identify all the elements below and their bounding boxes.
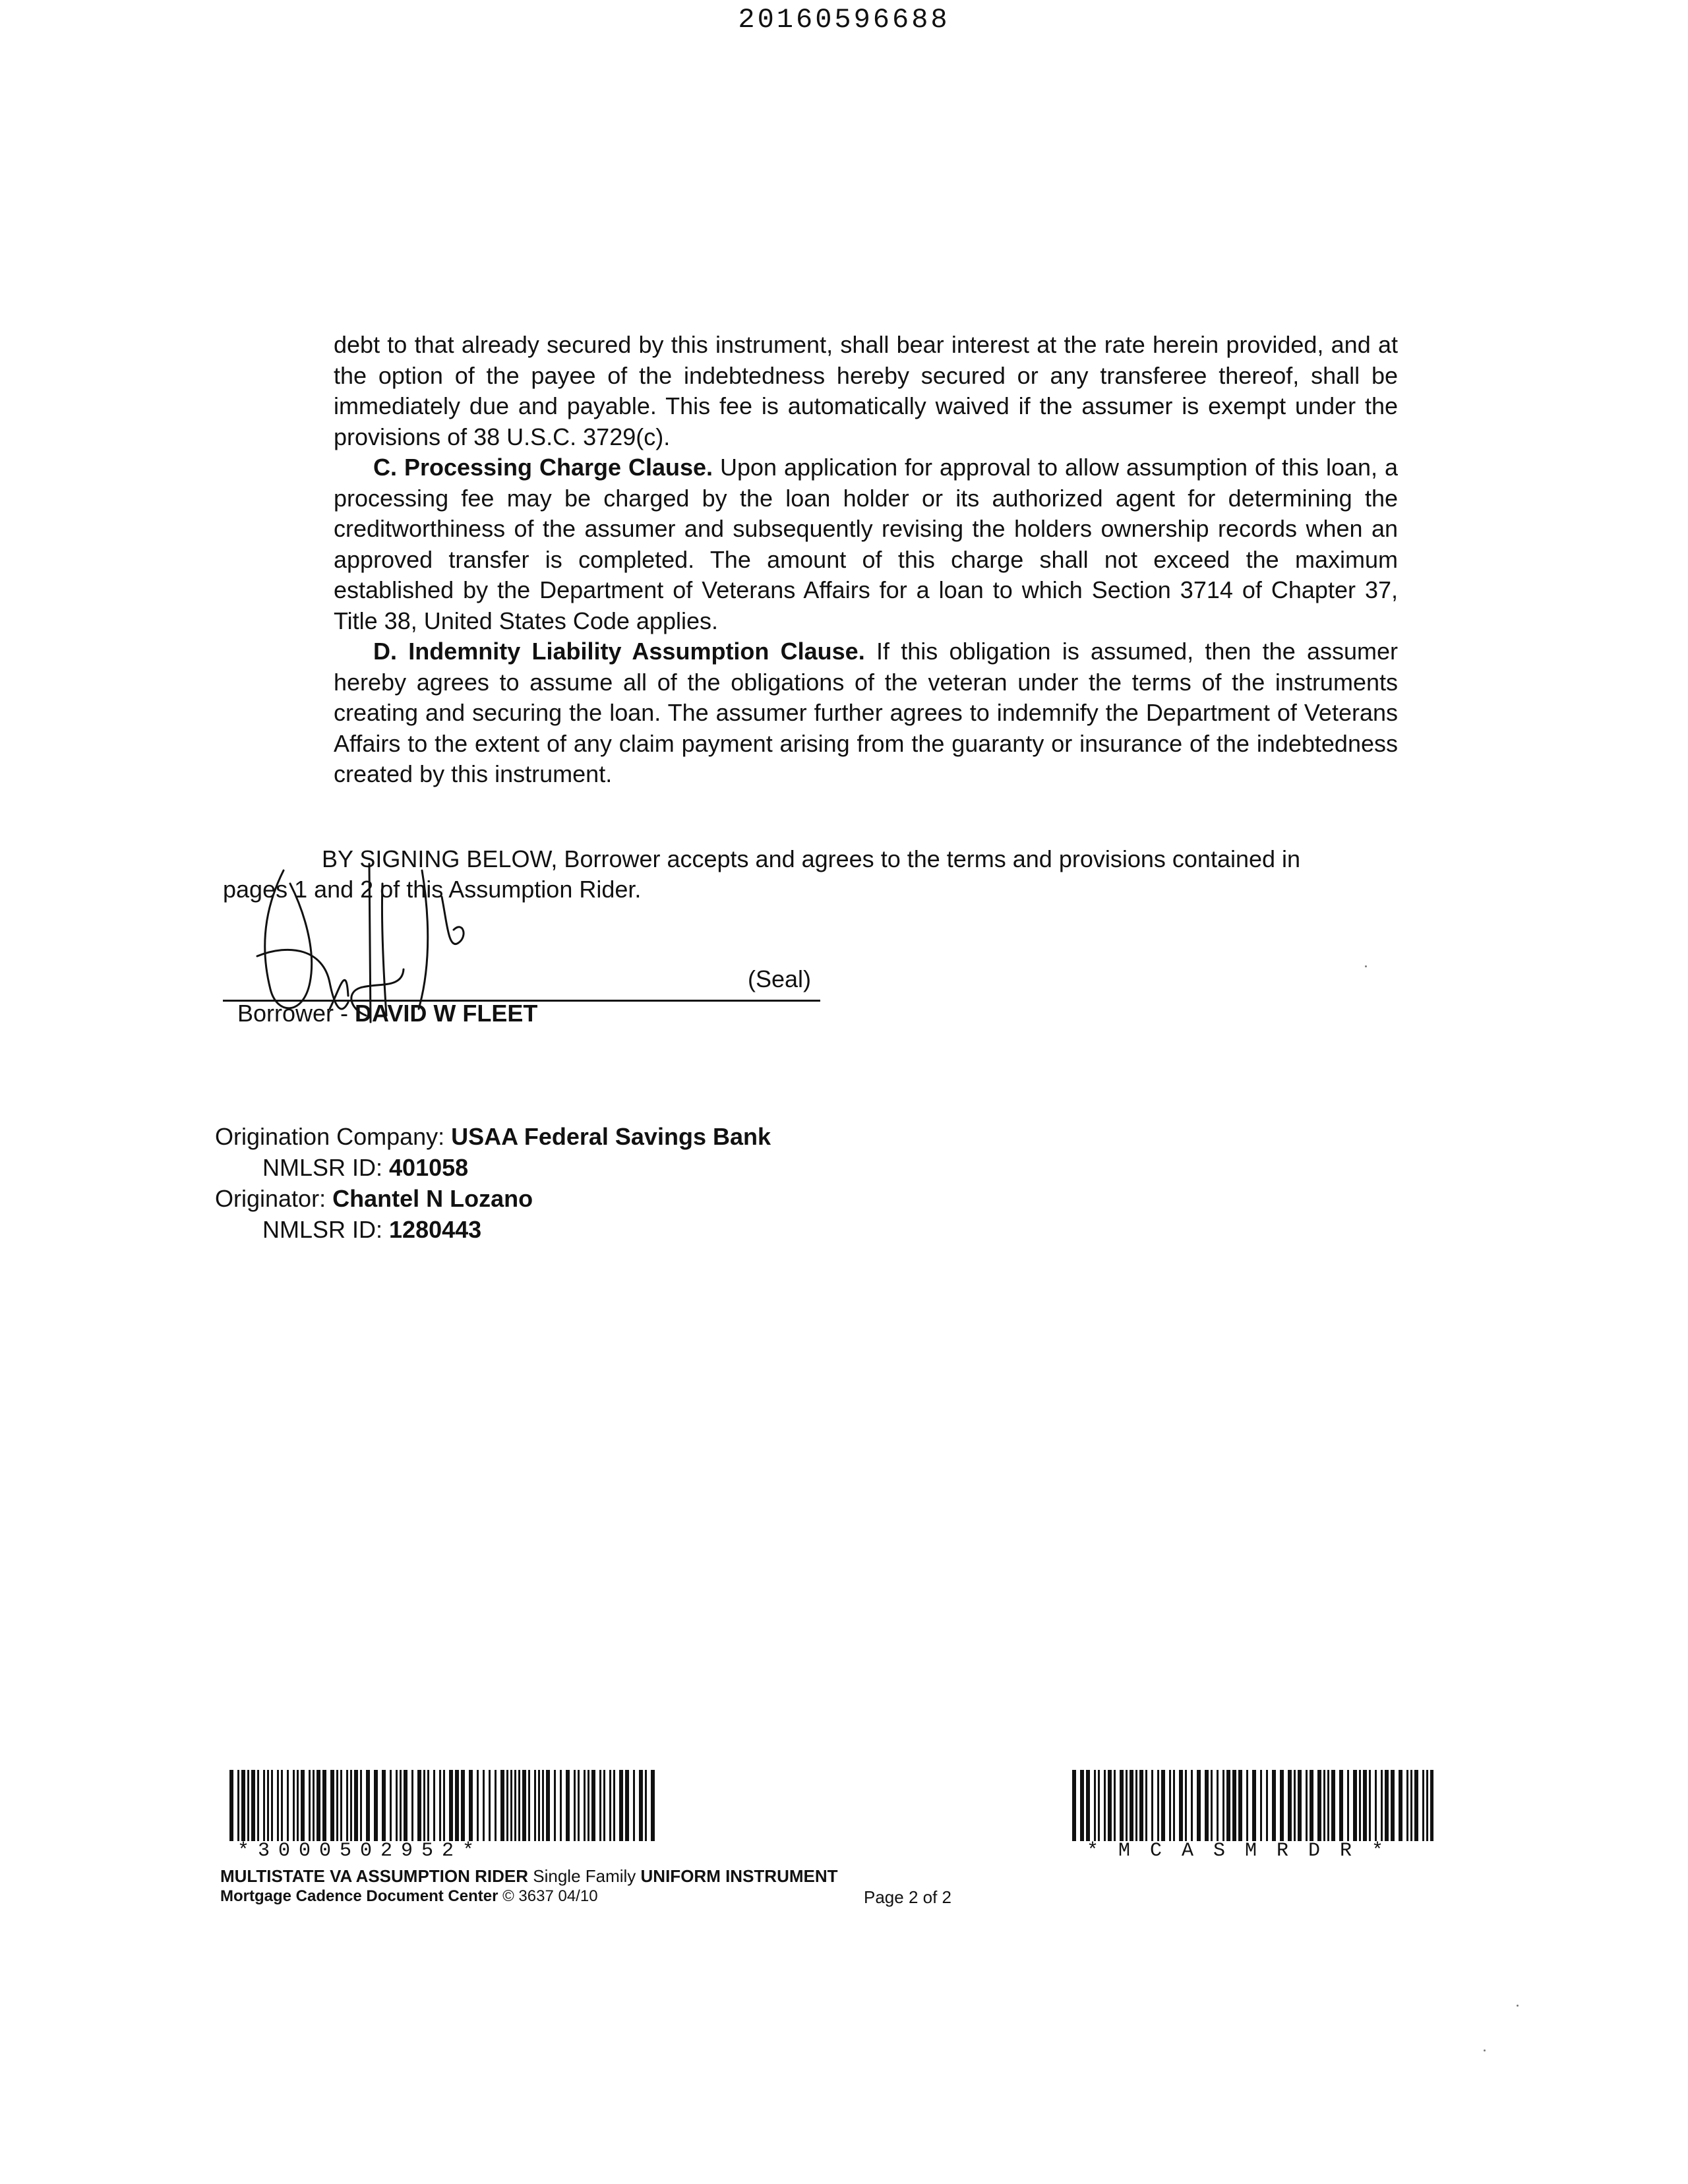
barcode-bar xyxy=(316,1770,320,1841)
barcode-bar xyxy=(1139,1770,1143,1841)
barcode-bar xyxy=(301,1770,305,1841)
barcode-bar xyxy=(560,1770,562,1841)
barcode-bar xyxy=(522,1770,526,1841)
barcode-bar xyxy=(417,1770,421,1841)
form-title-bold2: UNIFORM INSTRUMENT xyxy=(640,1866,838,1886)
barcode-bar xyxy=(591,1770,595,1841)
barcode-bar xyxy=(495,1770,497,1841)
barcode-bar xyxy=(251,1770,255,1841)
barcode-bar xyxy=(1317,1770,1321,1841)
barcode-bar xyxy=(297,1770,299,1841)
barcode-bar xyxy=(1130,1770,1133,1841)
barcode-bar xyxy=(477,1770,479,1841)
barcode-bar xyxy=(1080,1770,1084,1841)
barcode-bar xyxy=(404,1770,407,1841)
barcode-bar xyxy=(287,1770,289,1841)
barcode-bar xyxy=(241,1770,245,1841)
barcode-bar xyxy=(247,1770,249,1841)
signing-statement-line1: BY SIGNING BELOW, Borrower accepts and agrees to the terms and provisions contained in xyxy=(322,845,1301,872)
clause-c-heading: C. Processing Charge Clause. xyxy=(373,454,713,481)
barcode-bar xyxy=(1430,1770,1433,1841)
barcode-bar xyxy=(330,1770,334,1841)
barcode-bar xyxy=(1252,1770,1256,1841)
form-title-normal: Single Family xyxy=(528,1866,641,1886)
barcode-bar xyxy=(1098,1770,1100,1841)
barcode-bar xyxy=(1323,1770,1325,1841)
seal-label: (Seal) xyxy=(748,965,812,992)
barcode-bar xyxy=(293,1770,295,1841)
barcode-bar xyxy=(1359,1770,1361,1841)
barcode-bar xyxy=(439,1770,441,1841)
copyright-code: © 3637 04/10 xyxy=(498,1887,598,1905)
barcode-bar xyxy=(267,1770,269,1841)
barcode-bar xyxy=(574,1770,576,1841)
barcode-bar xyxy=(542,1770,544,1841)
barcode-bar xyxy=(514,1770,516,1841)
form-title-bold1: MULTISTATE VA ASSUMPTION RIDER xyxy=(220,1866,529,1886)
barcode-bar xyxy=(374,1770,378,1841)
barcode-bar xyxy=(1369,1770,1371,1841)
barcode-bar xyxy=(1179,1770,1183,1841)
barcode-bar xyxy=(1151,1770,1153,1841)
barcode-bar xyxy=(1086,1770,1090,1841)
barcode-bar xyxy=(449,1770,453,1841)
barcode-bar xyxy=(639,1770,643,1841)
page-number: Page 2 of 2 xyxy=(864,1887,951,1907)
barcode-bar xyxy=(566,1770,570,1841)
barcode-bar xyxy=(1211,1770,1213,1841)
barcode-bar xyxy=(229,1770,233,1841)
barcode-bar xyxy=(396,1770,398,1841)
originator-nmlsr-row xyxy=(215,1214,771,1245)
barcode-bar xyxy=(1126,1770,1128,1841)
barcode-bar xyxy=(1363,1770,1367,1841)
originator-label: Originator: xyxy=(215,1185,333,1212)
barcode-bar xyxy=(554,1770,556,1841)
barcode-bar xyxy=(1157,1770,1159,1841)
signing-statement-line2: pages 1 and 2 of this Assumption Rider. xyxy=(223,876,642,903)
barcode-bar xyxy=(506,1770,508,1841)
company-nmlsr-label: NMLSR ID: xyxy=(262,1154,390,1181)
barcode-bar xyxy=(1399,1770,1402,1841)
barcode-right-text: *MCASMRDR* xyxy=(1087,1840,1404,1862)
barcode-bar xyxy=(1310,1770,1313,1841)
origination-info xyxy=(215,1121,771,1245)
barcode-bar xyxy=(1094,1770,1096,1841)
barcode-bar xyxy=(1145,1770,1147,1841)
barcode-bar xyxy=(461,1770,465,1841)
barcode-bar xyxy=(271,1770,273,1841)
barcode-bar xyxy=(1173,1770,1175,1841)
barcode-bar xyxy=(1260,1770,1262,1841)
barcode-bar xyxy=(443,1770,445,1841)
barcode-bar xyxy=(613,1770,615,1841)
barcode-bar xyxy=(625,1770,629,1841)
barcode-bar xyxy=(1327,1770,1329,1841)
barcode-bar xyxy=(322,1770,326,1841)
barcode-bar xyxy=(336,1770,338,1841)
barcode-bar xyxy=(469,1770,473,1841)
barcode-bar xyxy=(1161,1770,1165,1841)
barcode-bar xyxy=(1406,1770,1408,1841)
barcode-bar xyxy=(277,1770,279,1841)
barcode-bar xyxy=(366,1770,370,1841)
originator-row xyxy=(215,1183,771,1214)
barcode-bar xyxy=(500,1770,504,1841)
barcode-bar xyxy=(528,1770,530,1841)
barcode-bar xyxy=(354,1770,358,1841)
publisher-name: Mortgage Cadence Document Center xyxy=(220,1887,498,1905)
barcode-bar xyxy=(619,1770,623,1841)
scan-speck xyxy=(1484,2049,1486,2051)
barcode-bar xyxy=(645,1770,647,1841)
barcode-bar xyxy=(1246,1770,1248,1841)
barcode-bar xyxy=(599,1770,601,1841)
publisher-line xyxy=(220,1887,598,1906)
barcode-bar xyxy=(584,1770,586,1841)
barcode-bar xyxy=(1217,1770,1219,1841)
borrower-name: DAVID W FLEET xyxy=(355,1000,538,1027)
barcode-bar xyxy=(609,1770,611,1841)
barcode-bar xyxy=(1306,1770,1308,1841)
company-nmlsr-id: 401058 xyxy=(389,1154,469,1181)
barcode-bar xyxy=(510,1770,512,1841)
originator-nmlsr-id: 1280443 xyxy=(389,1216,482,1243)
barcode-bar xyxy=(1280,1770,1284,1841)
barcode-bar xyxy=(427,1770,429,1841)
barcode-bar xyxy=(1226,1770,1230,1841)
barcode-bar xyxy=(1072,1770,1076,1841)
barcode-bar xyxy=(263,1770,265,1841)
barcode-bar xyxy=(346,1770,348,1841)
scan-speck xyxy=(1517,2005,1519,2007)
barcode-bar xyxy=(1197,1770,1201,1841)
originator-nmlsr-label: NMLSR ID: xyxy=(262,1216,390,1243)
barcode-bar xyxy=(400,1770,402,1841)
barcode-bar xyxy=(1185,1770,1187,1841)
barcode-bar xyxy=(1294,1770,1296,1841)
barcode-bar xyxy=(1414,1770,1418,1841)
scan-speck xyxy=(1365,965,1367,967)
clause-c-text: Upon application for approval to allow assumption of this loan, a processing fee may be charged by the loan holder or its authorized agent for determining the creditworthiness of the assumer and subsequently revising the holders ownership records when an approved transfer is completed. The amount of this charge shall not exceed the maximum established by the Department of Veterans Affairs for a loan to which Section 3714 of Chapter 37, Title 38, United States Code applies. xyxy=(334,454,1398,634)
barcode-bar xyxy=(483,1770,485,1841)
rider-body xyxy=(334,330,1398,790)
document-barcode-left xyxy=(229,1770,659,1841)
barcode-bar xyxy=(534,1770,536,1841)
barcode-bar xyxy=(1120,1770,1124,1841)
barcode-bar xyxy=(281,1770,283,1841)
barcode-bar xyxy=(1104,1770,1106,1841)
barcode-bar xyxy=(1331,1770,1335,1841)
company-name: USAA Federal Savings Bank xyxy=(451,1123,771,1150)
barcode-bar xyxy=(1191,1770,1193,1841)
barcode-bar xyxy=(1288,1770,1292,1841)
barcode-bar xyxy=(411,1770,413,1841)
barcode-bar xyxy=(1108,1770,1112,1841)
barcode-bar xyxy=(1222,1770,1224,1841)
barcode-bar xyxy=(1426,1770,1428,1841)
barcode-bar xyxy=(1339,1770,1343,1841)
barcode-bar xyxy=(651,1770,655,1841)
clause-d-heading: D. Indemnity Liability Assumption Clause. xyxy=(373,638,865,665)
barcode-bar xyxy=(1272,1770,1276,1841)
document-number: 20160596688 xyxy=(738,4,950,36)
barcode-bar xyxy=(1347,1770,1349,1841)
barcode-bar xyxy=(313,1770,315,1841)
barcode-bar xyxy=(1381,1770,1383,1841)
barcode-bar xyxy=(546,1770,550,1841)
barcode-bar xyxy=(518,1770,520,1841)
barcode-bar xyxy=(360,1770,362,1841)
borrower-prefix: Borrower - xyxy=(237,1000,355,1027)
barcode-bar xyxy=(455,1770,459,1841)
barcode-bar xyxy=(1205,1770,1209,1841)
barcode-bar xyxy=(588,1770,589,1841)
barcode-bar xyxy=(1238,1770,1242,1841)
barcode-bar xyxy=(1298,1770,1302,1841)
company-nmlsr-row xyxy=(215,1152,771,1183)
form-title xyxy=(220,1866,838,1887)
indemnity-liability-clause xyxy=(334,636,1398,790)
barcode-bar xyxy=(1135,1770,1137,1841)
barcode-bar xyxy=(390,1770,392,1841)
barcode-left-text: *3000502952* xyxy=(237,1840,483,1862)
barcode-bar xyxy=(578,1770,580,1841)
barcode-bar xyxy=(1375,1770,1377,1841)
barcode-bar xyxy=(350,1770,352,1841)
barcode-bar xyxy=(309,1770,311,1841)
barcode-bar xyxy=(382,1770,386,1841)
barcode-bar xyxy=(433,1770,435,1841)
barcode-bar xyxy=(603,1770,605,1841)
borrower-name-label xyxy=(237,1000,537,1027)
clause-d-text: If this obligation is assumed, then the assumer hereby agrees to assume all of the obligations of the veteran under the terms of the instruments creating and securing the loan. The assumer further agrees to indemnify the Department of Veterans Affairs to the extent of any claim payment arising from the guaranty or insurance of the indebtedness created by this instrument. xyxy=(334,638,1398,787)
barcode-bar xyxy=(237,1770,239,1841)
barcode-bar xyxy=(538,1770,540,1841)
barcode-bar xyxy=(633,1770,635,1841)
barcode-bar xyxy=(489,1770,491,1841)
barcode-bar xyxy=(423,1770,425,1841)
barcode-bar xyxy=(257,1770,259,1841)
barcode-bar xyxy=(1410,1770,1412,1841)
barcode-bar xyxy=(1391,1770,1395,1841)
barcode-bar xyxy=(340,1770,342,1841)
barcode-bar xyxy=(1353,1770,1357,1841)
barcode-bar xyxy=(1232,1770,1236,1841)
company-label: Origination Company: xyxy=(215,1123,452,1150)
form-barcode-right xyxy=(1072,1770,1433,1841)
processing-charge-clause xyxy=(334,452,1398,636)
barcode-bar xyxy=(1266,1770,1268,1841)
barcode-bar xyxy=(1114,1770,1116,1841)
continuation-paragraph: debt to that already secured by this instrument, shall bear interest at the rate herein provided, and at the option of the payee of the indebtedness hereby secured or any transferee thereof, shall be immediately due and payable. This fee is automatically waived if the assumer is exempt under the provisions of 38 U.S.C. 3729(c). xyxy=(334,331,1398,450)
origination-company-row xyxy=(215,1121,771,1152)
originator-name: Chantel N Lozano xyxy=(332,1185,533,1212)
barcode-bar xyxy=(1422,1770,1424,1841)
barcode-bar xyxy=(1169,1770,1171,1841)
barcode-bar xyxy=(1385,1770,1389,1841)
